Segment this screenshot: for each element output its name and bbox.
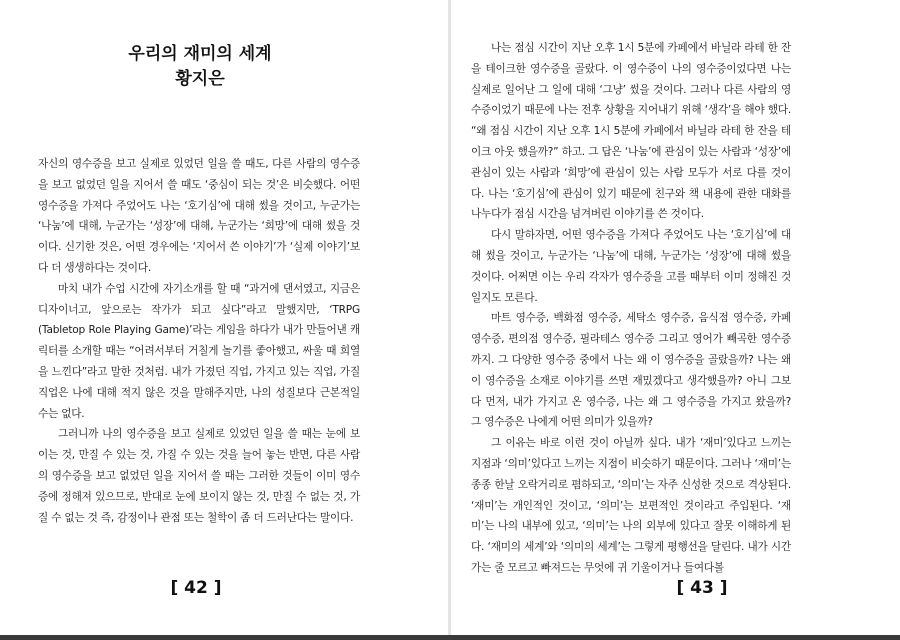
page-number-right: [ 43 ] (676, 578, 728, 598)
paragraph: 마트 영수증, 백화점 영수증, 세탁소 영수증, 음식점 영수증, 카페 영수증, 편의점 영수증, 필라테스 영수증 그리고 영어가 빼곡한 영수증까지. 그 다양한 영수증 중에서 나는 왜 이 영수증을 골랐을까? 나는 왜 이 영수증을 소재로 이야기를 쓰면 재밌겠다고 생각했을까? 아니 그보다 먼저, 내가 가지고 온 영수증, 나는 왜 그 영수증을 가지고 왔을까? 그 영수증은 나에게 어떤 의미가 있을까? (471, 312, 791, 429)
right-page (451, 0, 900, 640)
right-page-body (471, 38, 791, 579)
paragraph: 자신의 영수증을 보고 실제로 있었던 일을 쓸 때도, 다른 사람의 영수증을 보고 없었던 일을 지어서 쓸 때도 ‘중심이 되는 것’은 비슷했다. 어떤 영수증을 가져다 주었어도 나는 ‘호기심’에 대해 썼을 것이고, 누군가는 ‘나눔’에 대해, 누군가는 ‘성장’에 대해, 누군가는 ‘희망’에 대해 썼을 것이다. 신기한 것은, 어떤 경우에는 ‘지어서 쓴 이야기’가 ‘실제 이야기’보다 더 생생하다는 것이다. (38, 158, 360, 274)
left-page-body (38, 154, 360, 528)
paragraph: 다시 말하자면, 어떤 영수증을 가져다 주었어도 나는 ‘호기심’에 대해 썼을 것이고, 누군가는 ‘나눔’에 대해, 누군가는 ‘성장’에 대해 썼을 것이다. 어쩌면 이는 우리 각자가 영수증을 고를 때부터 이미 정해진 것일지도 모른다. (471, 229, 791, 304)
paragraph: 그러니까 나의 영수증을 보고 실제로 있었던 일을 쓸 때는 눈에 보이는 것, 만질 수 있는 것, 가질 수 있는 것을 늘어 놓는 반면, 다른 사람의 영수증을 보고 없었던 일을 지어서 쓸 때는 그러한 것들이 이미 영수증에 정해져 있으므로, 반대로 눈에 보이지 않는 것, 만질 수 없는 것, 가질 수 없는 것 즉, 감정이나 관점 또는 철학이 좀 더 드러난다는 말이다. (38, 428, 360, 524)
bottom-edge (0, 635, 900, 640)
left-page (0, 0, 449, 640)
paragraph: 그 이유는 바로 이런 것이 아닐까 싶다. 내가 ‘재미’있다고 느끼는 지점과 ‘의미’있다고 느끼는 지점이 비슷하기 때문이다. 그러나 ‘재미’는 종종 한날 오락거리로 폄하되고, ‘의미’는 자주 신성한 것으로 격상된다. ‘재미’는 개인적인 것이고, ‘의미’는 보편적인 것이라고 주입된다. ‘재미’는 나의 내부에 있고, ‘의미’는 나의 외부에 있다고 잘못 이해하게 된다. ‘재미의 세계’와 ‘의미의 세계’는 그렇게 평행선을 달린다. 내가 시간 가는 줄 모르고 빠져드는 무엇에 귀 기울이거나 들여다볼 (471, 437, 791, 574)
paragraph: 마치 내가 수업 시간에 자기소개를 할 때 “과거에 댄서였고, 지금은 디자이너고, 앞으로는 작가가 되고 싶다”라고 말했지만, ‘TRPG (Tabletop Role Playing Game)’라는 게임을 하다가 내가 만들어낸 캐릭터를 소개할 때는 “어려서부터 거칠게 놀기를 좋아했고, 싸울 때 희열을 느낀다”라고 말한 것처럼. 내가 가졌던 직업, 가지고 있는 직업, 가질 직업은 나에 대해 적지 않은 것을 말해주지만, 나의 성질보다 근본적일 수는 없다. (38, 282, 360, 420)
essay-author: 황지은 (175, 69, 225, 89)
paragraph: 나는 점심 시간이 지난 오후 1시 5분에 카페에서 바닐라 라테 한 잔을 테이크한 영수증을 골랐다. 이 영수증이 나의 영수증이었다면 나는 실제로 일어난 그 일에 대해 ‘그냥’ 썼을 것이다. 그러나 다른 사람의 영수증이었기 때문에 나는 전후 상황을 지어내기 위해 ‘생각’을 해야 했다. “왜 점심 시간이 지난 오후 1시 5분에 카페에서 바닐라 라테 한 잔을 테이크 아웃 했을까?” 하고. 그 답은 ‘나눔’에 관심이 있는 사람과 ‘성장’에 관심이 있는 사람과 ‘희망’에 관심이 있는 사람 모두가 서로 다를 것이다. 나는 ‘호기심’에 관심이 있기 때문에 친구와 책 내용에 관한 대화를 나누다가 점심 시간을 넘겨버린 이야기를 쓴 것이다. (471, 42, 791, 221)
essay-title: 우리의 재미의 세계 (128, 44, 272, 64)
page-number-left: [ 42 ] (170, 578, 222, 598)
